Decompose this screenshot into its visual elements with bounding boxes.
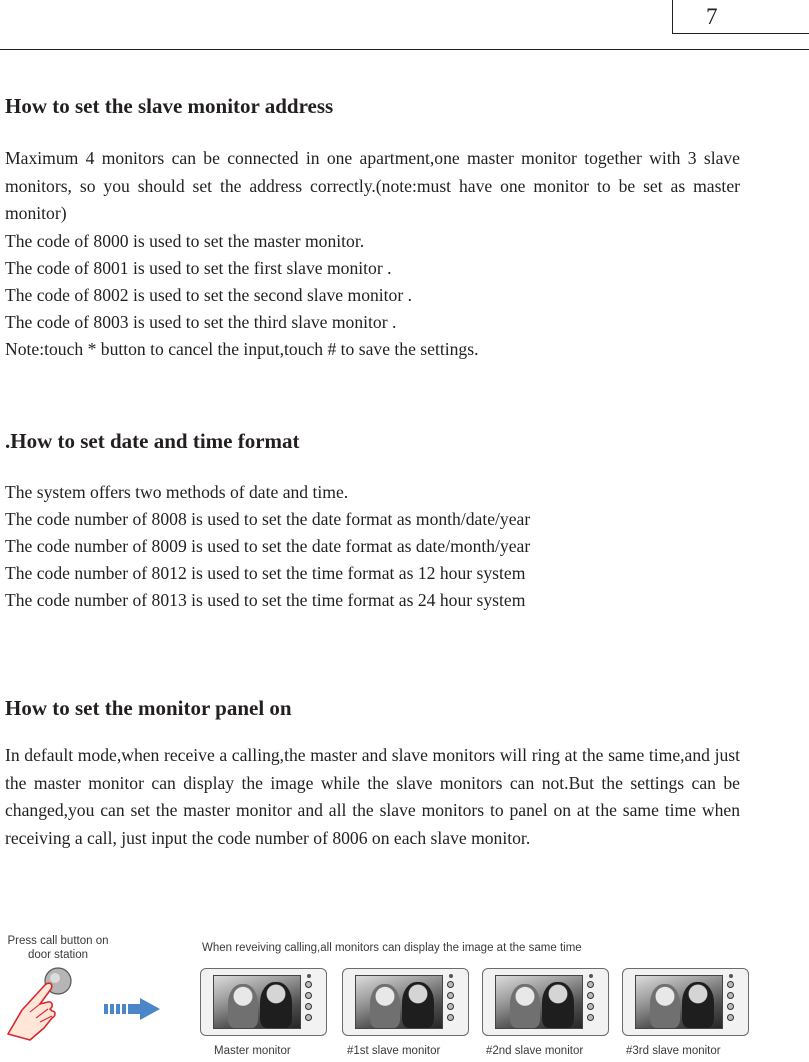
section1-line-2: The code of 8001 is used to set the first slave monitor .: [5, 258, 392, 278]
section2-line-5: The code number of 8013 is used to set the time format as 24 hour system: [5, 590, 526, 610]
slave-monitor-2-image: [482, 968, 609, 1036]
slave-monitor-3-image: [622, 968, 749, 1036]
slave-monitor-1-image: [342, 968, 469, 1036]
arrow-right-icon: [104, 996, 164, 1026]
section1-line-3: The code of 8002 is used to set the second slave monitor .: [5, 285, 413, 305]
section1-line-4: The code of 8003 is used to set the third slave monitor .: [5, 312, 397, 332]
section1-note: Note:touch * button to cancel the input,touch # to save the settings.: [5, 339, 479, 359]
section2-line-1: The system offers two methods of date and time.: [5, 482, 349, 502]
monitor-label-slave-1: #1st slave monitor: [347, 1045, 441, 1057]
section1-heading: How to set the slave monitor address: [5, 94, 334, 118]
monitor-label-slave-3: #3rd slave monitor: [626, 1045, 721, 1057]
section2-heading: .How to set date and time format: [5, 429, 300, 453]
diagram-caption: When reveiving calling,all monitors can display the image at the same time: [202, 942, 582, 954]
press-call-label: Press call button on door station: [7, 935, 109, 961]
page-number: 7: [706, 4, 718, 29]
section1-intro: Maximum 4 monitors can be connected in one apartment,one master monitor together with 3 slave monitors, so you should set the address correctly.(note:must have one monitor to be set as master monitor): [5, 148, 740, 223]
header-rule: [0, 49, 809, 50]
section3-body: In default mode,when receive a calling,the master and slave monitors will ring at the same time,and just the master monitor can display the image while the slave monitors can not.But the settings can be changed,you can set the master monitor and all the slave monitors to panel on at the same time when receiving a call, just input the code number of 8006 on each slave monitor.: [5, 745, 740, 848]
section3-heading: How to set the monitor panel on: [5, 696, 292, 720]
section2-line-2: The code number of 8008 is used to set the date format as month/date/year: [5, 509, 531, 529]
section1-line-1: The code of 8000 is used to set the master monitor.: [5, 231, 365, 251]
section2-line-3: The code number of 8009 is used to set the date format as date/month/year: [5, 536, 531, 556]
section2-line-4: The code number of 8012 is used to set the time format as 12 hour system: [5, 563, 526, 583]
monitor-label-slave-2: #2nd slave monitor: [486, 1045, 584, 1057]
monitor-label-master: Master monitor: [214, 1045, 291, 1057]
page-number-box: [672, 0, 809, 34]
master-monitor-image: [200, 968, 327, 1036]
hand-pressing-button-icon: [0, 962, 100, 1042]
